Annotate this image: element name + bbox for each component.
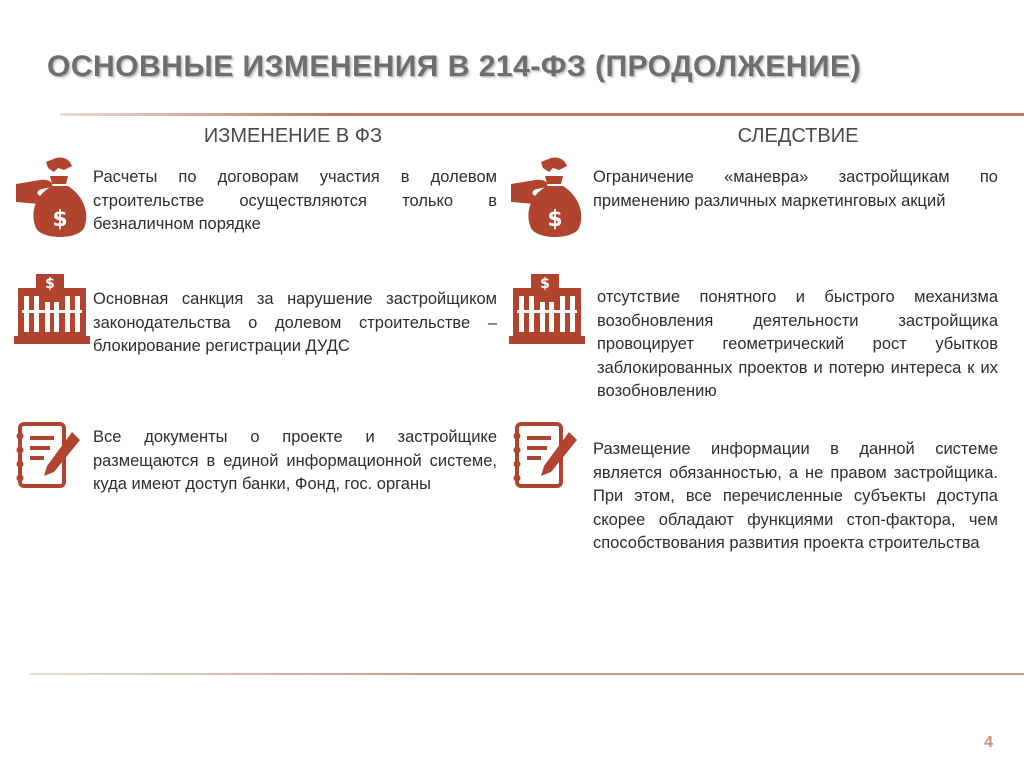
- title-divider: [60, 113, 1024, 116]
- notepad-pencil-icon: [511, 420, 581, 490]
- money-bag-icon: [507, 156, 587, 244]
- page-number: 4: [984, 734, 993, 751]
- consequence-text-3: Размещение информации в данной системе является обязанностью, а не правом застройщика. При этом, все перечисленные субъекты доступа скорее обладают функциями стоп-фактора, чем способствования развития проекта строительства: [593, 440, 998, 552]
- money-bag-icon: [12, 156, 92, 244]
- svg-text:$: $: [52, 207, 68, 232]
- slide-title: ОСНОВНЫЕ ИЗМЕНЕНИЯ В 214-ФЗ (ПРОДОЛЖЕНИЕ): [47, 50, 861, 83]
- svg-text:$: $: [547, 207, 563, 232]
- change-text-2: Основная санкция за нарушение застройщиком законодательства о долевом строительстве – блокирование регистрации ДУДС: [93, 290, 497, 355]
- column-header-change: ИЗМЕНЕНИЕ В ФЗ: [203, 125, 383, 147]
- change-text-1: Расчеты по договорам участия в долевом строительстве осуществляются только в безналичном порядке: [93, 168, 497, 233]
- svg-text:$: $: [540, 276, 550, 292]
- svg-text:$: $: [45, 276, 55, 292]
- consequence-text-2: отсутствие понятного и быстрого механизма возобновления деятельности застройщика провоцирует геометрический рост убытков заблокированных проектов и потерю интереса к их возобновлению: [597, 288, 998, 400]
- change-text-3: Все документы о проекте и застройщике размещаются в единой информационной системе, куда имеют доступ банки, Фонд, гос. органы: [93, 428, 497, 493]
- column-header-consequence: СЛЕДСТВИЕ: [737, 125, 859, 147]
- footer-divider: [30, 673, 1024, 675]
- bank-building-icon: [14, 272, 90, 346]
- notepad-pencil-icon: [14, 420, 84, 490]
- bank-building-icon: [509, 272, 585, 346]
- consequence-text-1: Ограничение «маневра» застройщикам по применению различных маркетинговых акций: [593, 168, 998, 210]
